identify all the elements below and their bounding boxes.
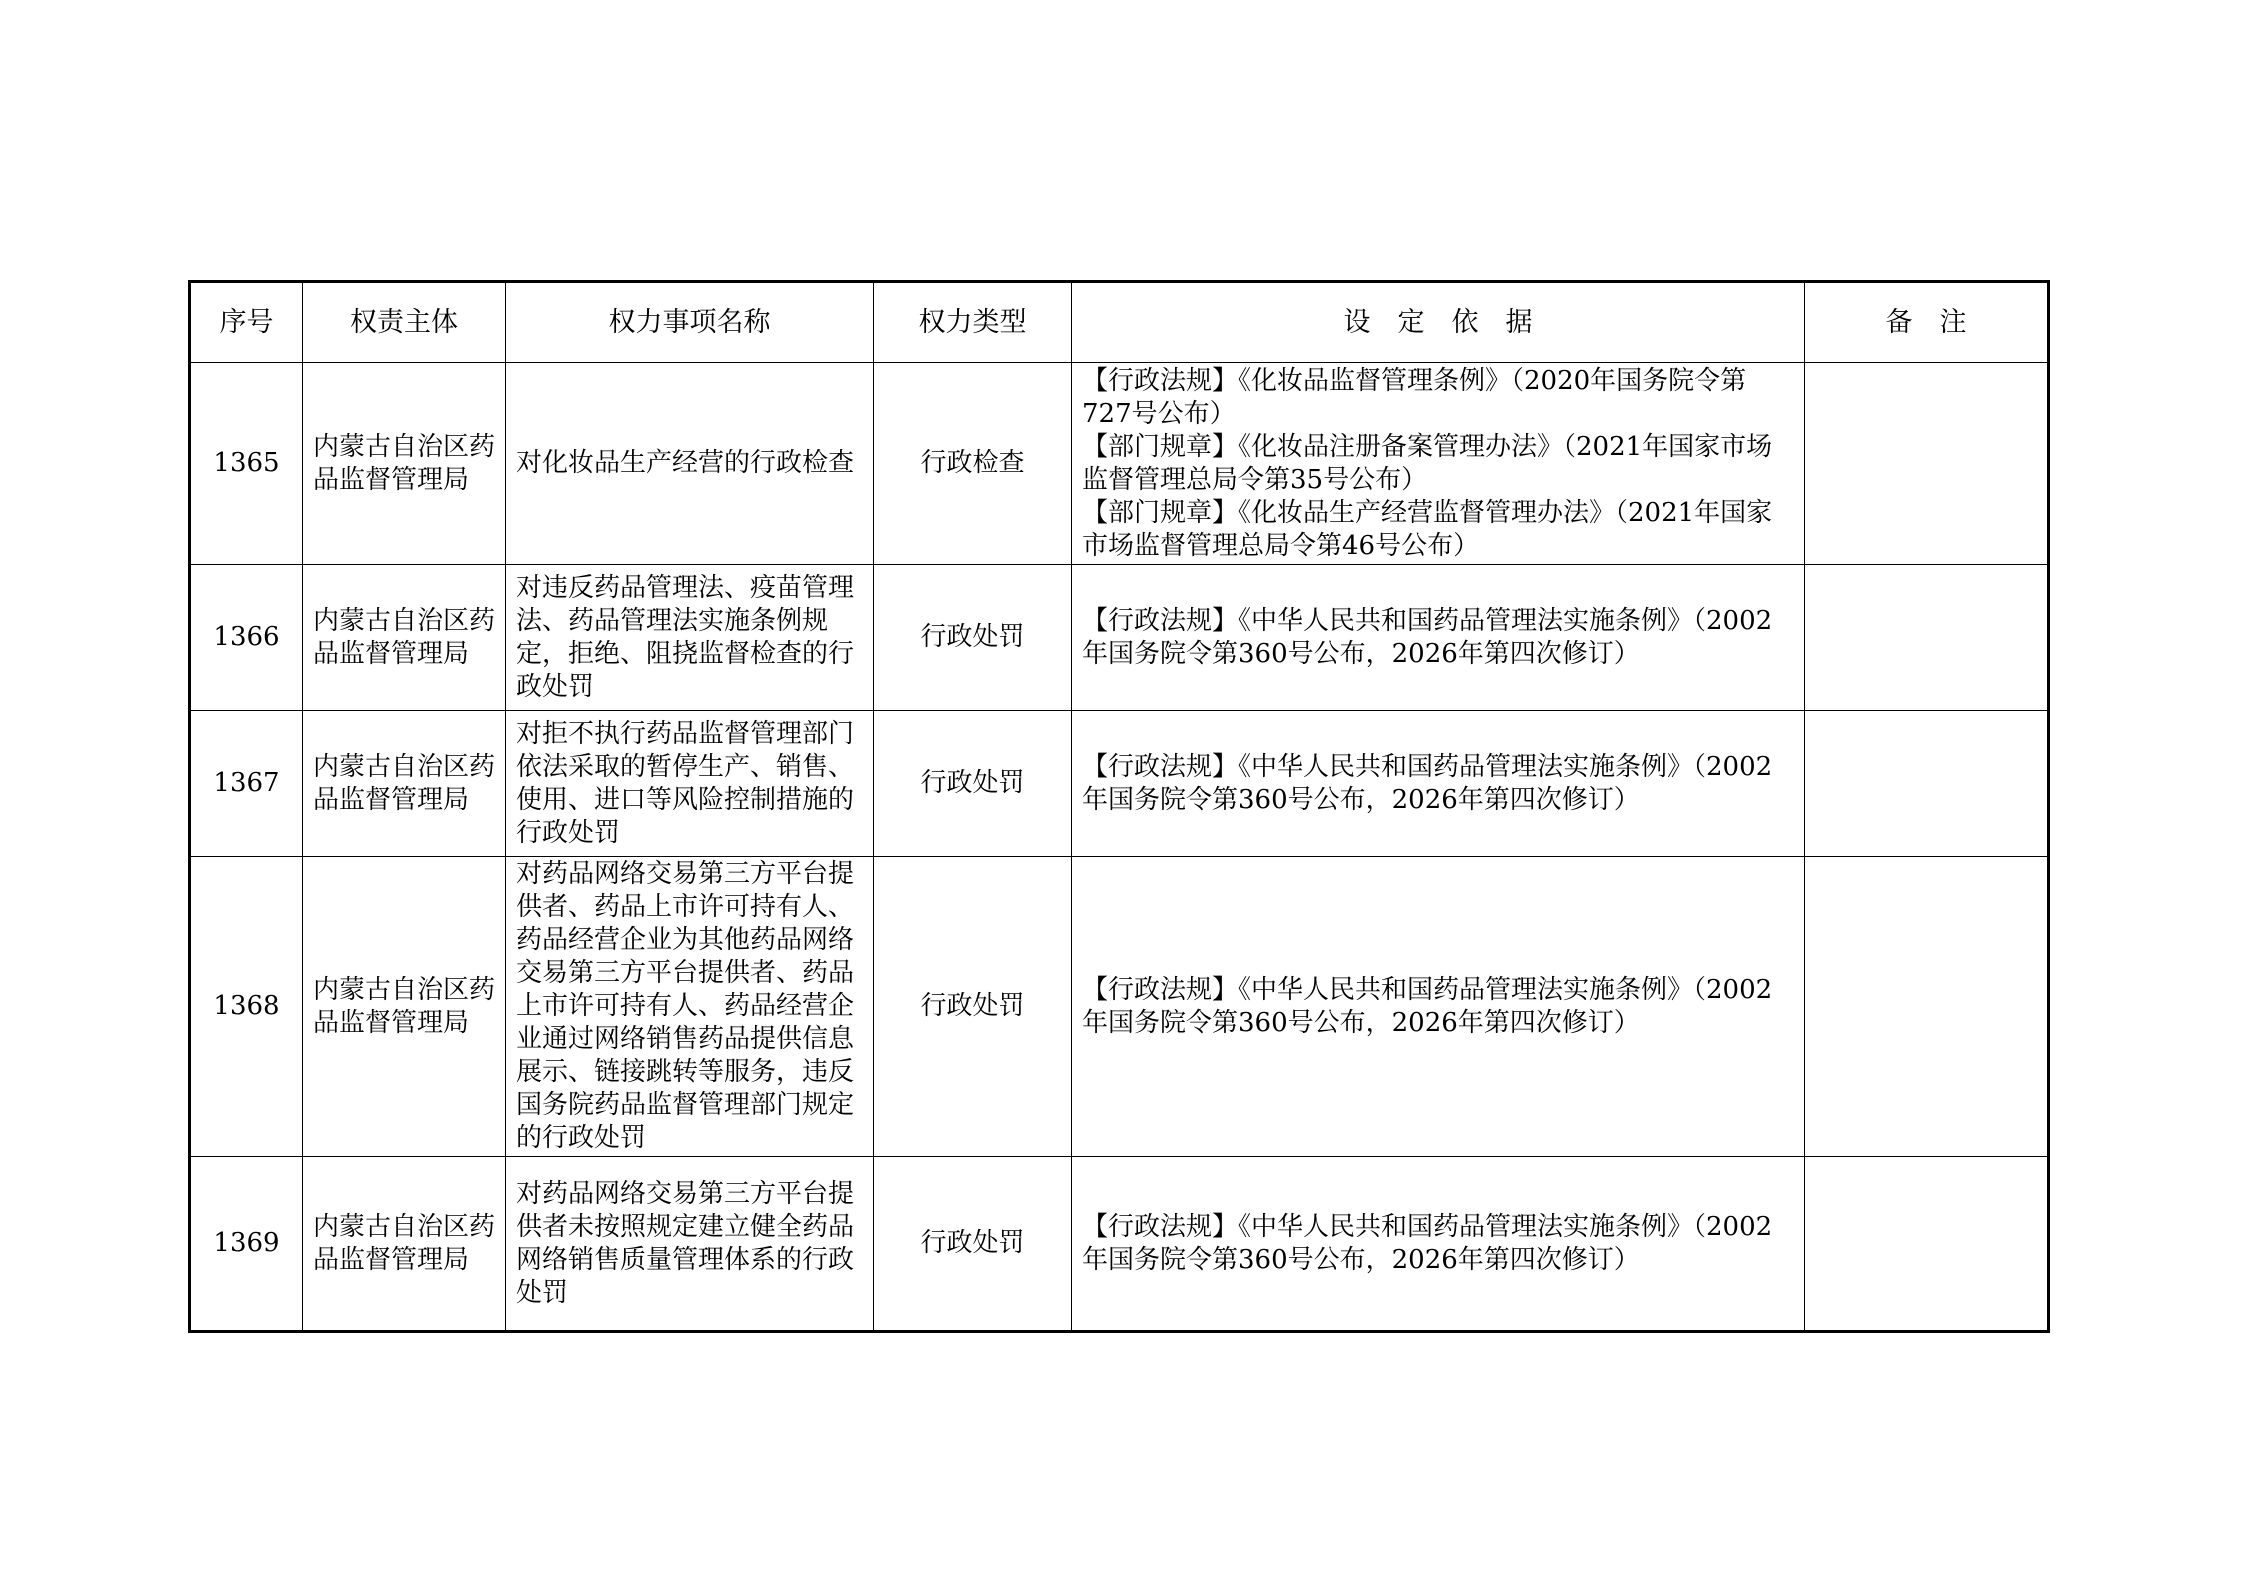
header-remarks: 备 注 (1805, 283, 2048, 363)
row-item-name: 对拒不执行药品监督管理部门依法采取的暂停生产、销售、使用、进口等风险控制措施的行政处罚 (506, 711, 874, 857)
table-row (191, 711, 2048, 857)
row-remarks (1805, 1157, 2048, 1331)
row-remarks (1805, 857, 2048, 1157)
row-legal-basis (1072, 565, 1805, 711)
row-legal-basis (1072, 363, 1805, 565)
row-subject: 内蒙古自治区药品监督管理局 (303, 363, 506, 565)
basis-line: 【行政法规】《中华人民共和国药品管理法实施条例》（2002年国务院令第360号公布，2026年第四次修订） (1082, 605, 1773, 669)
row-item-name: 对违反药品管理法、疫苗管理法、药品管理法实施条例规定，拒绝、阻挠监督检查的行政处罚 (506, 565, 874, 711)
row-power-type: 行政检查 (874, 363, 1072, 565)
header-power-type: 权力类型 (874, 283, 1072, 363)
table-row (191, 363, 2048, 565)
row-item-name: 对药品网络交易第三方平台提供者未按照规定建立健全药品网络销售质量管理体系的行政处罚 (506, 1157, 874, 1331)
row-legal-basis (1072, 1157, 1805, 1331)
table-row (191, 857, 2048, 1157)
header-item-name: 权力事项名称 (506, 283, 874, 363)
row-number: 1366 (191, 565, 303, 711)
row-item-name: 对药品网络交易第三方平台提供者、药品上市许可持有人、药品经营企业为其他药品网络交易第三方平台提供者、药品上市许可持有人、药品经营企业通过网络销售药品提供信息展示、链接跳转等服务，违反国务院药品监督管理部门规定的行政处罚 (506, 857, 874, 1157)
header-legal-basis: 设 定 依 据 (1072, 283, 1805, 363)
row-power-type: 行政处罚 (874, 565, 1072, 711)
row-legal-basis (1072, 857, 1805, 1157)
row-number: 1368 (191, 857, 303, 1157)
row-remarks (1805, 711, 2048, 857)
row-subject: 内蒙古自治区药品监督管理局 (303, 1157, 506, 1331)
row-remarks (1805, 565, 2048, 711)
table-row (191, 565, 2048, 711)
row-power-type: 行政处罚 (874, 857, 1072, 1157)
basis-line: 【部门规章】《化妆品注册备案管理办法》（2021年国家市场监督管理总局令第35号公布） (1082, 431, 1773, 495)
power-list-table (190, 282, 2048, 1331)
basis-line: 【行政法规】《中华人民共和国药品管理法实施条例》（2002年国务院令第360号公布，2026年第四次修订） (1082, 751, 1773, 815)
row-number: 1369 (191, 1157, 303, 1331)
basis-line: 【行政法规】《中华人民共和国药品管理法实施条例》（2002年国务院令第360号公布，2026年第四次修订） (1082, 1211, 1773, 1275)
row-legal-basis (1072, 711, 1805, 857)
table-row (191, 1157, 2048, 1331)
row-power-type: 行政处罚 (874, 1157, 1072, 1331)
row-remarks (1805, 363, 2048, 565)
row-power-type: 行政处罚 (874, 711, 1072, 857)
row-item-name: 对化妆品生产经营的行政检查 (506, 363, 874, 565)
row-subject: 内蒙古自治区药品监督管理局 (303, 711, 506, 857)
row-number: 1365 (191, 363, 303, 565)
row-subject: 内蒙古自治区药品监督管理局 (303, 857, 506, 1157)
row-subject: 内蒙古自治区药品监督管理局 (303, 565, 506, 711)
basis-line: 【部门规章】《化妆品生产经营监督管理办法》（2021年国家市场监督管理总局令第46号公布） (1082, 497, 1773, 561)
row-number: 1367 (191, 711, 303, 857)
basis-line: 【行政法规】《化妆品监督管理条例》（2020年国务院令第727号公布） (1082, 365, 1747, 429)
header-number: 序号 (191, 283, 303, 363)
table-header-row (191, 283, 2048, 363)
basis-line: 【行政法规】《中华人民共和国药品管理法实施条例》（2002年国务院令第360号公布，2026年第四次修订） (1082, 974, 1773, 1038)
header-subject: 权责主体 (303, 283, 506, 363)
